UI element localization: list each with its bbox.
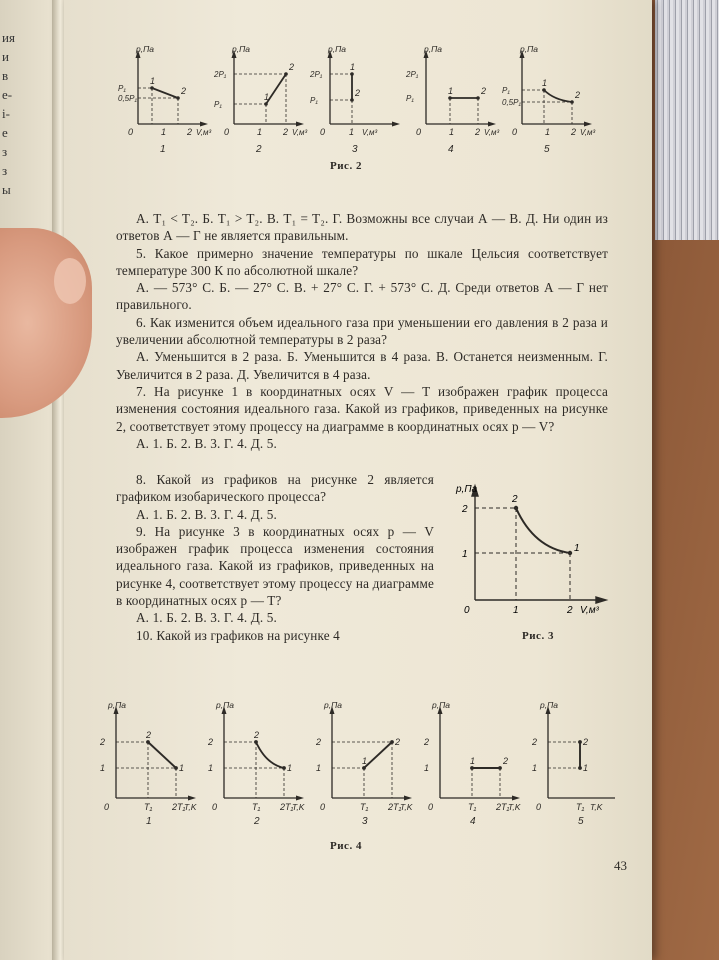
point xyxy=(282,766,286,770)
figure-3-caption: Рис. 3 xyxy=(522,630,554,642)
graph-number: 3 xyxy=(362,816,368,827)
y-axis-label: p,Па xyxy=(108,700,126,710)
point xyxy=(448,96,452,100)
y-tick: 2P₁ xyxy=(214,70,227,79)
point-1 xyxy=(568,551,572,555)
x-axis-arrow xyxy=(596,597,606,603)
x-tick: 2 xyxy=(187,127,193,137)
x-axis-arrow xyxy=(404,796,412,801)
x-tick: 1 xyxy=(349,127,355,137)
point xyxy=(174,766,178,770)
margin-letter: з xyxy=(2,144,8,159)
x-tick: 2T₁ xyxy=(388,802,402,812)
point-label: 2 xyxy=(355,88,361,98)
graph-number: 2 xyxy=(254,816,260,827)
questions-block-top xyxy=(116,210,608,452)
x-axis-arrow xyxy=(584,122,592,127)
point xyxy=(176,96,180,100)
x-tick: 0 xyxy=(416,127,422,137)
graph-number: 3 xyxy=(352,144,358,155)
figure-3 xyxy=(450,480,630,620)
point-label: 2 xyxy=(289,62,295,72)
graph-number: 5 xyxy=(578,816,584,827)
point-label: 1 xyxy=(583,763,589,773)
point-label: 2 xyxy=(575,90,581,100)
margin-letter: з xyxy=(2,163,8,178)
y-tick: 1 xyxy=(100,763,106,773)
graph-number: 4 xyxy=(470,816,476,827)
fig4-graph-1 xyxy=(99,700,197,827)
point-label: 2 xyxy=(583,737,589,747)
y-tick: P₁ xyxy=(118,84,126,93)
point-label: 1 xyxy=(264,92,270,102)
x-axis-arrow xyxy=(296,796,304,801)
y-tick: 2 xyxy=(100,737,106,747)
x-tick: 0 xyxy=(512,127,518,137)
fig2-graph-5 xyxy=(502,44,595,155)
x-tick: 0 xyxy=(212,802,218,812)
y-axis-label: p,Па xyxy=(232,44,250,54)
question-8: 8. Какой из графиков на рисунке 2 является графиком изобарического процесса? xyxy=(116,472,434,505)
figure-4 xyxy=(95,700,615,830)
question-6: 6. Как изменится объем идеального газа при уменьшении его давления в 2 раза и увеличении абсолютной температуры в 2 раза? xyxy=(116,314,608,348)
y-tick: 2P₁ xyxy=(406,70,419,79)
point xyxy=(150,86,154,90)
point-label: 1 xyxy=(448,86,454,96)
point-label: 1 xyxy=(542,78,548,88)
margin-letter: в xyxy=(2,68,9,83)
point xyxy=(390,740,394,744)
point xyxy=(570,100,574,104)
graph-number: 4 xyxy=(448,144,454,155)
figure-4-caption: Рис. 4 xyxy=(330,840,362,852)
point-label: 1 xyxy=(287,763,293,773)
y-tick: 1 xyxy=(462,549,468,560)
paper-stack xyxy=(655,0,719,240)
point-label: 1 xyxy=(150,76,156,86)
figure-2-caption: Рис. 2 xyxy=(330,160,362,172)
point xyxy=(284,72,288,76)
point-label: 2 xyxy=(254,730,260,740)
questions-block-bottom xyxy=(116,471,434,644)
process-line xyxy=(364,742,392,768)
x-axis-label: V,м³ xyxy=(196,128,212,137)
graph-number: 1 xyxy=(160,144,166,155)
y-tick: P₁ xyxy=(502,86,510,95)
y-axis-label: p,Па xyxy=(328,44,346,54)
question-5: 5. Какое примерно значение температуры по шкале Цельсия соответствует температуре 300 К по абсолютной шкале? xyxy=(116,245,608,278)
point-label: 2 xyxy=(146,730,152,740)
x-tick: 2 xyxy=(283,127,289,137)
fig4-graph-2 xyxy=(207,700,305,827)
margin-letter: і- xyxy=(2,106,10,121)
x-tick: 0 xyxy=(464,605,470,616)
process-curve xyxy=(256,742,284,768)
fig2-graph-4 xyxy=(405,44,499,155)
question-7: 7. На рисунке 1 в координатных осях V — T изображен график процесса изменения состояния идеального газа. Какой из графиков, приведенных на рисунке 2, соответствует этому процессу на диаграмме в координатных осях p — V? xyxy=(116,383,608,434)
fig4-graph-3 xyxy=(315,700,413,827)
y-tick: 2 xyxy=(424,737,430,747)
y-tick: P₁ xyxy=(406,94,414,103)
margin-letter: ия xyxy=(2,30,15,45)
point xyxy=(350,98,354,102)
x-axis-label: T,K xyxy=(400,802,413,812)
y-axis-label: p,Па xyxy=(540,700,558,710)
x-axis-label: T,K xyxy=(184,802,197,812)
point-label: 1 xyxy=(350,62,356,72)
y-axis-label: p,Па xyxy=(424,44,442,54)
y-tick: 1 xyxy=(208,763,214,773)
process-line xyxy=(152,88,178,98)
y-tick: P₁ xyxy=(310,96,318,105)
x-tick: 0 xyxy=(428,802,434,812)
y-axis-label: p,Па xyxy=(520,44,538,54)
x-tick: 2 xyxy=(567,605,573,616)
x-axis-label: V,м³ xyxy=(362,128,378,137)
x-axis-arrow xyxy=(200,122,208,127)
graph-number: 5 xyxy=(544,144,550,155)
point xyxy=(254,740,258,744)
question-9-answers: А. 1. Б. 2. В. 3. Г. 4. Д. 5. xyxy=(136,610,277,626)
x-tick: T₁ xyxy=(468,802,477,812)
x-tick: 1 xyxy=(545,127,551,137)
point xyxy=(470,766,474,770)
fig4-graph-5 xyxy=(531,700,615,827)
y-axis-label: p,Па xyxy=(324,700,342,710)
question-8-answers: А. 1. Б. 2. В. 3. Г. 4. Д. 5. xyxy=(136,506,277,522)
x-tick: 1 xyxy=(449,127,455,137)
y-tick: 1 xyxy=(424,763,430,773)
point-label: 1 xyxy=(470,756,476,766)
previous-page-text xyxy=(2,28,24,199)
x-axis-arrow xyxy=(296,122,304,127)
y-tick: 1 xyxy=(532,763,538,773)
point-label: 2 xyxy=(481,86,487,96)
margin-letter: ы xyxy=(2,182,11,197)
x-tick: 2T₁ xyxy=(496,802,510,812)
x-axis-arrow xyxy=(512,796,520,801)
x-tick: 2T₁ xyxy=(172,802,186,812)
point xyxy=(542,88,546,92)
x-tick: 0 xyxy=(536,802,542,812)
y-axis-label: p,Па xyxy=(432,700,450,710)
x-tick: T₁ xyxy=(576,802,585,812)
point xyxy=(578,740,582,744)
fingernail xyxy=(54,258,86,304)
fig2-graph-3 xyxy=(309,44,400,155)
fig2-graph-1 xyxy=(118,44,211,155)
point-label: 2 xyxy=(503,756,509,766)
y-tick: 2P₁ xyxy=(310,70,323,79)
point xyxy=(264,102,268,106)
y-tick: 2 xyxy=(208,737,214,747)
question-5-answers: А. — 573° С. Б. — 27° С. В. + 27° С. Г. + 573° С. Д. Среди ответов А — Г нет правильного. xyxy=(116,280,608,313)
point xyxy=(498,766,502,770)
point-2 xyxy=(514,506,518,510)
x-tick: 1 xyxy=(257,127,263,137)
margin-letter: и xyxy=(2,49,9,64)
process-curve xyxy=(516,508,570,553)
point-label: 1 xyxy=(179,763,185,773)
y-axis-label: p,Па xyxy=(136,44,154,54)
x-tick: 0 xyxy=(224,127,230,137)
graph-number: 2 xyxy=(256,144,262,155)
point xyxy=(350,72,354,76)
y-tick: 2 xyxy=(316,737,322,747)
x-axis-label: T,K xyxy=(292,802,305,812)
margin-letter: е xyxy=(2,125,8,140)
x-axis-arrow xyxy=(488,122,496,127)
x-tick: 2 xyxy=(475,127,481,137)
point-label: 2 xyxy=(181,86,187,96)
point-label: 1 xyxy=(574,543,580,554)
x-axis-label: V,м³ xyxy=(580,605,599,616)
x-tick: 1 xyxy=(513,605,519,616)
question-10: 10. Какой из графиков на рисунке 4 xyxy=(136,627,340,643)
point xyxy=(362,766,366,770)
x-tick: 0 xyxy=(320,802,326,812)
x-tick: 1 xyxy=(161,127,167,137)
x-axis-arrow xyxy=(392,122,400,127)
y-tick: 0,5P₁ xyxy=(118,94,137,103)
process-curve xyxy=(544,90,572,102)
x-axis-label: T,K xyxy=(508,802,521,812)
x-tick: T₁ xyxy=(144,802,153,812)
page-number: 43 xyxy=(614,858,627,873)
x-axis-label: V,м³ xyxy=(292,128,308,137)
question-6-answers: А. Уменьшится в 2 раза. Б. Уменьшится в 4 раза. В. Останется неизменным. Г. Увеличится в 2 раза. Д. Увеличится в 4 раза. xyxy=(116,349,608,382)
y-axis-label: p,Па xyxy=(216,700,234,710)
x-axis-label: T,K xyxy=(590,802,603,812)
x-tick: 2 xyxy=(571,127,577,137)
point xyxy=(476,96,480,100)
x-tick: T₁ xyxy=(252,802,261,812)
question-7-answers: А. 1. Б. 2. В. 3. Г. 4. Д. 5. xyxy=(136,435,277,451)
fig2-graph-2 xyxy=(213,44,307,155)
point-label: 2 xyxy=(512,494,518,505)
fig4-graph-4 xyxy=(423,700,521,827)
point xyxy=(578,766,582,770)
y-axis-label: p,Па xyxy=(456,484,478,495)
graph-number: 1 xyxy=(146,816,152,827)
x-tick: 0 xyxy=(104,802,110,812)
point-label: 1 xyxy=(362,756,368,766)
point xyxy=(146,740,150,744)
x-axis-arrow xyxy=(188,796,196,801)
x-axis-label: V,м³ xyxy=(580,128,596,137)
margin-letter: е- xyxy=(2,87,13,102)
y-tick: 0,5P₁ xyxy=(502,98,521,107)
process-line xyxy=(148,742,176,768)
y-tick: 1 xyxy=(316,763,322,773)
x-tick: 2T₁ xyxy=(280,802,294,812)
y-tick: 2 xyxy=(462,504,468,515)
point-label: 2 xyxy=(395,737,401,747)
y-tick: P₁ xyxy=(214,100,222,109)
question-4-answers: А. T₁ < T₂. Б. T₁ > T₂. В. T₁ = T₂. Г. Возможны все случаи А — В. Д. Ни один из ответов А — Г не является правильным. xyxy=(116,211,608,244)
question-9: 9. На рисунке 3 в координатных осях p — V изображен график процесса изменения состояния идеального газа. Какой из графиков, приведенных на рисунке 4, соответствует этому процессу на диаграмме в координатных осях p — T? xyxy=(116,523,434,609)
y-tick: 2 xyxy=(532,737,538,747)
x-tick: 0 xyxy=(320,127,326,137)
figure-2 xyxy=(110,40,610,200)
x-axis-label: V,м³ xyxy=(484,128,500,137)
x-tick: T₁ xyxy=(360,802,369,812)
x-tick: 0 xyxy=(128,127,134,137)
